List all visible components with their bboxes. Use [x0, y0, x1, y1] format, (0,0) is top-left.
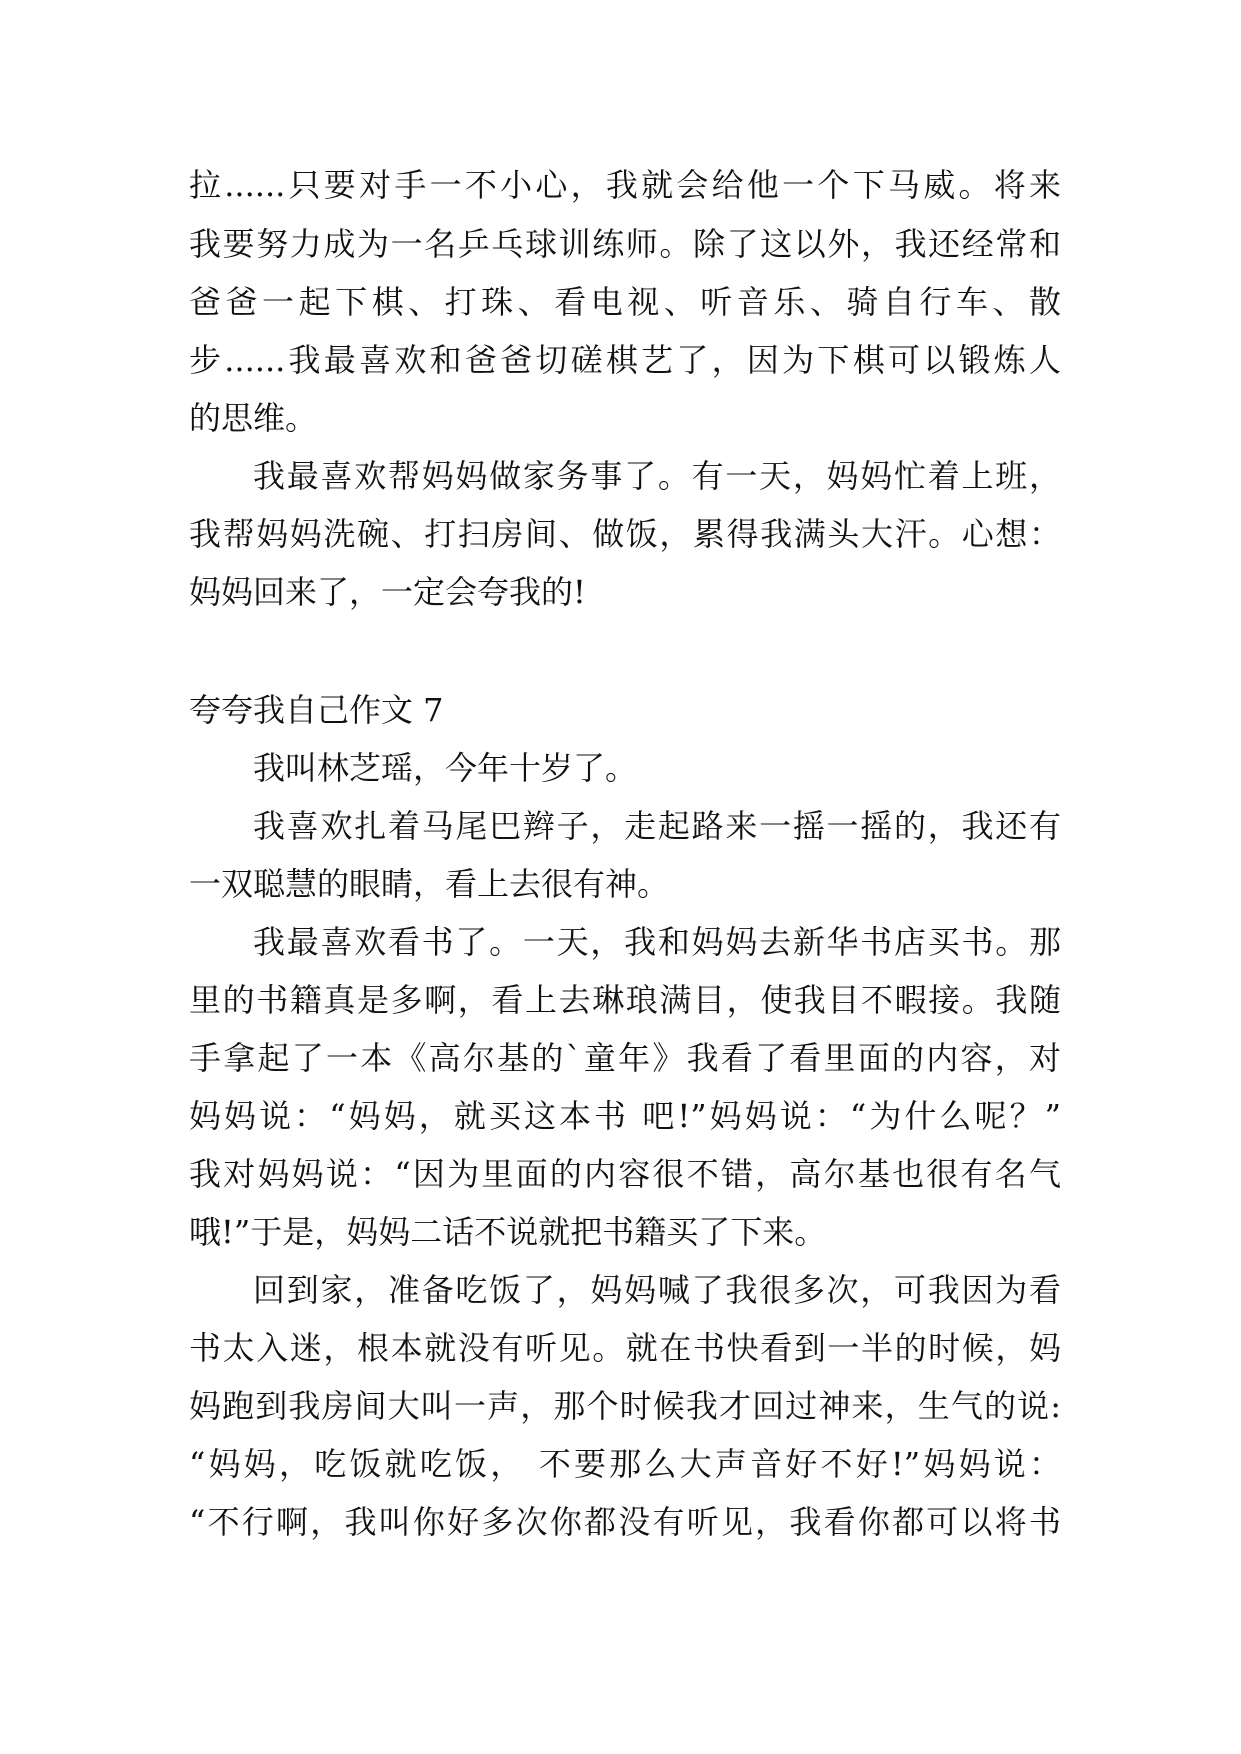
text-line: “不行啊，我叫你好多次你都没有听见，我看你都可以将书	[189, 1503, 1061, 1541]
text-line: 妈妈回来了，一定会夸我的!	[189, 573, 586, 611]
text-line: 步......我最喜欢和爸爸切磋棋艺了，因为下棋可以锻炼人	[189, 341, 1061, 379]
text-line: 妈跑到我房间大叫一声，那个时候我才回过神来，生气的说:	[189, 1387, 1061, 1425]
text-line: 的思维。	[189, 399, 318, 437]
text-line: “妈妈，吃饭就吃饭， 不要那么大声音好不好!”妈妈说：	[189, 1445, 1061, 1483]
text-line: 一双聪慧的眼睛，看上去很有神。	[189, 865, 670, 903]
paragraph-start-line: 回到家，准备吃饭了，妈妈喊了我很多次，可我因为看	[253, 1271, 1061, 1309]
paragraph-start-line: 我最喜欢看书了。一天，我和妈妈去新华书店买书。那	[253, 923, 1061, 961]
section-heading: 夸夸我自己作文 7	[189, 691, 444, 729]
text-line: 我对妈妈说：“因为里面的内容很不错，高尔基也很有名气	[189, 1155, 1061, 1193]
text-line: 手拿起了一本《高尔基的`童年》我看了看里面的内容，对	[189, 1039, 1061, 1077]
paragraph-start-line: 我叫林芝瑶，今年十岁了。	[253, 749, 638, 787]
text-line: 我帮妈妈洗碗、打扫房间、做饭，累得我满头大汗。心想：	[189, 515, 1061, 553]
text-line: 妈妈说：“妈妈，就买这本书 吧!”妈妈说：“为什么呢？”	[189, 1097, 1061, 1135]
text-line: 我要努力成为一名乒乓球训练师。除了这以外，我还经常和	[189, 225, 1061, 263]
text-line: 哦!”于是，妈妈二话不说就把书籍买了下来。	[189, 1213, 827, 1251]
paragraph-start-line: 我喜欢扎着马尾巴辫子，走起路来一摇一摇的，我还有	[253, 807, 1061, 845]
paragraph-start-line: 我最喜欢帮妈妈做家务事了。有一天，妈妈忙着上班，	[253, 457, 1061, 495]
text-line: 爸爸一起下棋、打珠、看电视、听音乐、骑自行车、散	[189, 283, 1061, 321]
text-line: 拉......只要对手一不小心，我就会给他一个下马威。将来	[189, 166, 1061, 204]
text-line: 书太入迷，根本就没有听见。就在书快看到一半的时候，妈	[189, 1329, 1061, 1367]
text-line: 里的书籍真是多啊，看上去琳琅满目，使我目不暇接。我随	[189, 981, 1061, 1019]
